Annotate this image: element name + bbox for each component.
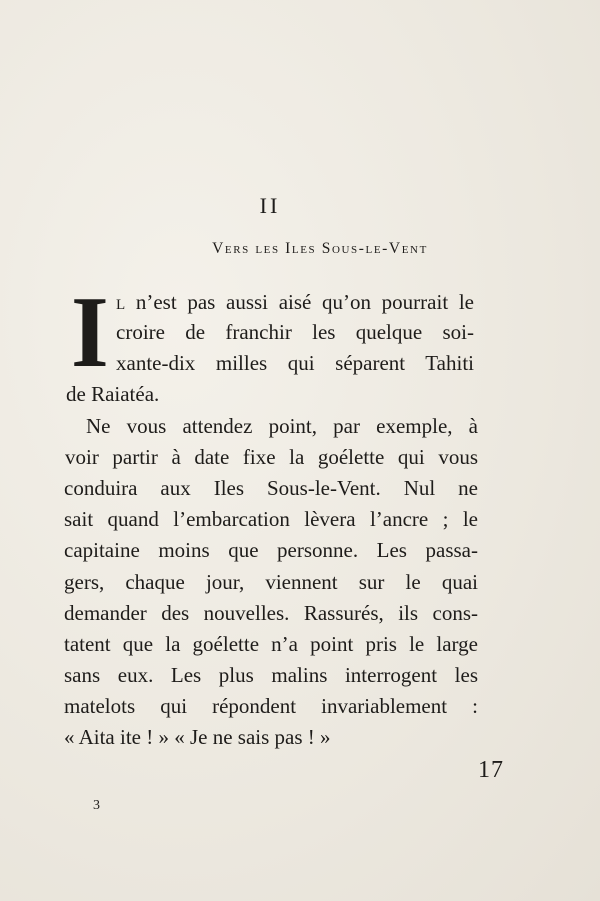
- drop-cap-letter: I: [71, 276, 109, 389]
- chapter-title: Vers les Iles Sous-le-Vent: [212, 240, 428, 257]
- small-caps-lead: l: [116, 290, 126, 314]
- paragraph-2-line-11: « Aita ite ! » « Je ne sais pas ! »: [64, 725, 331, 749]
- paragraph-2-line-1: Ne vous attendez point, par exemple, à: [86, 414, 478, 438]
- line-text: n’est pas aussi aisé qu’on pourrait le: [125, 290, 474, 314]
- paragraph-1-line-3: xante-dix milles qui séparent Tahiti: [116, 351, 474, 375]
- paragraph-1-line-4: de Raiatéa.: [66, 382, 160, 406]
- paragraph-2-line-9: sans eux. Les plus malins interrogent les: [64, 663, 478, 687]
- paragraph-2-line-7: demander des nouvelles. Rassurés, ils cons-: [64, 601, 478, 625]
- paragraph-2-line-4: sait quand l’embarcation lèvera l’ancre ; le: [64, 507, 478, 531]
- paragraph-2-line-6: gers, chaque jour, viennent sur le quai: [64, 570, 478, 594]
- paragraph-2-line-8: tatent que la goélette n’a point pris le large: [64, 632, 478, 656]
- chapter-number: II: [259, 193, 281, 218]
- paragraph-1-line-2: croire de franchir les quelque soi-: [116, 320, 474, 344]
- paragraph-2-line-3: conduira aux Iles Sous-le-Vent. Nul ne: [64, 476, 478, 500]
- paragraph-2-line-5: capitaine moins que personne. Les passa-: [64, 538, 478, 562]
- page-number: 17: [478, 757, 504, 783]
- paragraph-2-line-10: matelots qui répondent invariablement :: [64, 694, 478, 718]
- paragraph-1-line-1: [116, 292, 474, 313]
- signature-mark: 3: [93, 798, 100, 813]
- paragraph-2-line-2: voir partir à date fixe la goélette qui vous: [65, 445, 478, 469]
